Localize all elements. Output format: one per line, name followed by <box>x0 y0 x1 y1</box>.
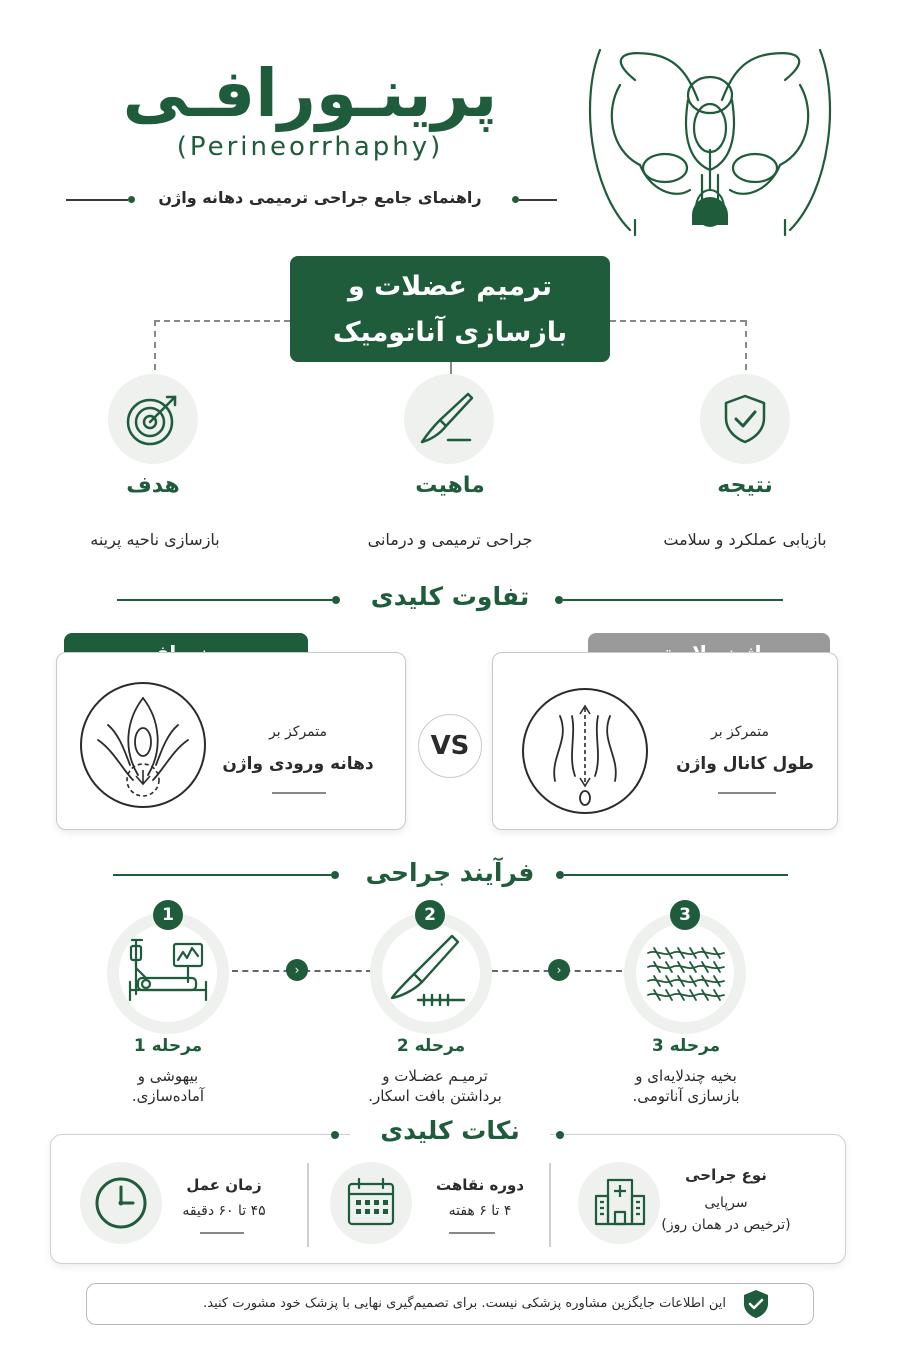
step-1-line-1: بیهوشی و <box>137 1067 199 1085</box>
nature-text: جراحی ترمیمی و درمانی <box>367 530 533 549</box>
process-heading: فرآیند جراحی <box>365 858 535 887</box>
surgery-type-title: نوع جراحی <box>685 1166 767 1184</box>
vaginoplasty-underline <box>718 792 776 794</box>
pelvis-illustration-icon <box>580 40 840 240</box>
vaginal-opening-icon <box>78 680 208 810</box>
goal-text: بازسازی ناحیه پرینه <box>90 530 220 549</box>
keypoints-dot-left <box>331 1131 339 1139</box>
connector-left-down <box>154 320 156 370</box>
disclaimer-text: این اطلاعات جایگزین مشاوره پزشکی نیست. برای تصمیم‌گیری نهایی با پزشک خود مشورت کنید. <box>203 1296 726 1311</box>
calendar-icon <box>345 1176 397 1228</box>
kp-divider-1 <box>307 1163 309 1247</box>
core-concept-line-1: ترمیم عضلات و <box>347 271 553 302</box>
recovery-value: ۴ تا ۶ هفته <box>448 1203 512 1219</box>
target-icon <box>123 389 183 449</box>
perineorrhaphy-underline <box>272 792 326 794</box>
difference-heading: تفاوت کلیدی <box>370 582 530 611</box>
keypoints-heading: نکات کلیدی <box>350 1116 550 1145</box>
process-line-left <box>113 874 331 876</box>
step-1-title: مرحله 1 <box>133 1036 203 1056</box>
page-title: پرینـورافـی <box>122 55 498 132</box>
vaginoplasty-focus: طول کانال واژن <box>676 754 814 774</box>
perineorrhaphy-focus-label: متمرکز بر <box>268 724 327 740</box>
step-2-line-2: برداشتن بافت اسکار. <box>368 1087 502 1105</box>
perineorrhaphy-focus: دهانه ورودی واژن <box>222 754 374 774</box>
process-line-right <box>564 874 788 876</box>
step-2-number: 2 <box>415 900 445 930</box>
scalpel-incision-icon <box>388 932 474 1012</box>
subtitle-line-left <box>66 199 128 201</box>
scalpel-icon <box>418 388 478 448</box>
process-dot-left <box>331 871 339 879</box>
core-concept-box <box>290 256 610 362</box>
vaginoplasty-focus-label: متمرکز بر <box>710 724 769 740</box>
step-1-line-2: آماده‌سازی. <box>131 1087 205 1105</box>
operation-time-value: ۴۵ تا ۶۰ دقیقه <box>182 1203 266 1219</box>
layered-sutures-icon <box>646 945 726 1005</box>
shield-check-icon <box>718 392 772 446</box>
nature-title: ماهیت <box>415 473 485 498</box>
surgery-type-note: (ترخیص در همان روز) <box>661 1217 791 1233</box>
step-3-number: 3 <box>670 900 700 930</box>
subtitle: راهنمای جامع جراحی ترمیمی دهانه واژن <box>158 188 482 207</box>
difference-dot-right <box>555 596 563 604</box>
difference-line-right <box>563 599 783 601</box>
page-title-english: (Perineorrhaphy) <box>176 132 444 162</box>
difference-line-left <box>117 599 332 601</box>
core-concept-line-2: بازسازی آناتومیک <box>332 317 568 348</box>
surgery-type-value: سرپایی <box>704 1195 748 1211</box>
connector-left <box>154 320 290 322</box>
hospital-building-icon <box>594 1176 646 1228</box>
vaginal-canal-icon <box>520 686 650 816</box>
step-2-line-1: ترمیـم عضـلات و <box>382 1067 488 1085</box>
step-arrow-2-icon: › <box>548 959 570 981</box>
connector-center-down <box>450 362 452 374</box>
clock-icon <box>93 1175 149 1231</box>
operation-time-underline <box>200 1232 244 1234</box>
connector-right-down <box>745 320 747 370</box>
connector-right <box>610 320 746 322</box>
step-1-number: 1 <box>153 900 183 930</box>
hospital-bed-icon <box>126 934 210 1014</box>
process-dot-right <box>556 871 564 879</box>
step-3-line-1: بخیه چندلایه‌ای و <box>635 1067 737 1085</box>
step-arrow-1-icon: › <box>286 959 308 981</box>
difference-dot-left <box>332 596 340 604</box>
step-3-title: مرحله 3 <box>651 1036 721 1056</box>
vs-badge: VS <box>418 714 482 778</box>
result-title: نتیجه <box>717 473 773 498</box>
keypoints-dot-right <box>556 1131 564 1139</box>
shield-check-small-icon <box>740 1288 772 1320</box>
result-text: بازیابی عملکرد و سلامت <box>663 530 827 549</box>
subtitle-line-right <box>519 199 557 201</box>
subtitle-dot-right <box>512 196 519 203</box>
subtitle-dot-left <box>128 196 135 203</box>
recovery-underline <box>449 1232 495 1234</box>
step-2-title: مرحله 2 <box>396 1036 466 1056</box>
recovery-title: دوره نقاهت <box>435 1176 525 1194</box>
operation-time-title: زمان عمل <box>186 1176 262 1194</box>
step-3-line-2: بازسازی آناتومی. <box>632 1087 740 1105</box>
goal-title: هدف <box>126 473 180 498</box>
